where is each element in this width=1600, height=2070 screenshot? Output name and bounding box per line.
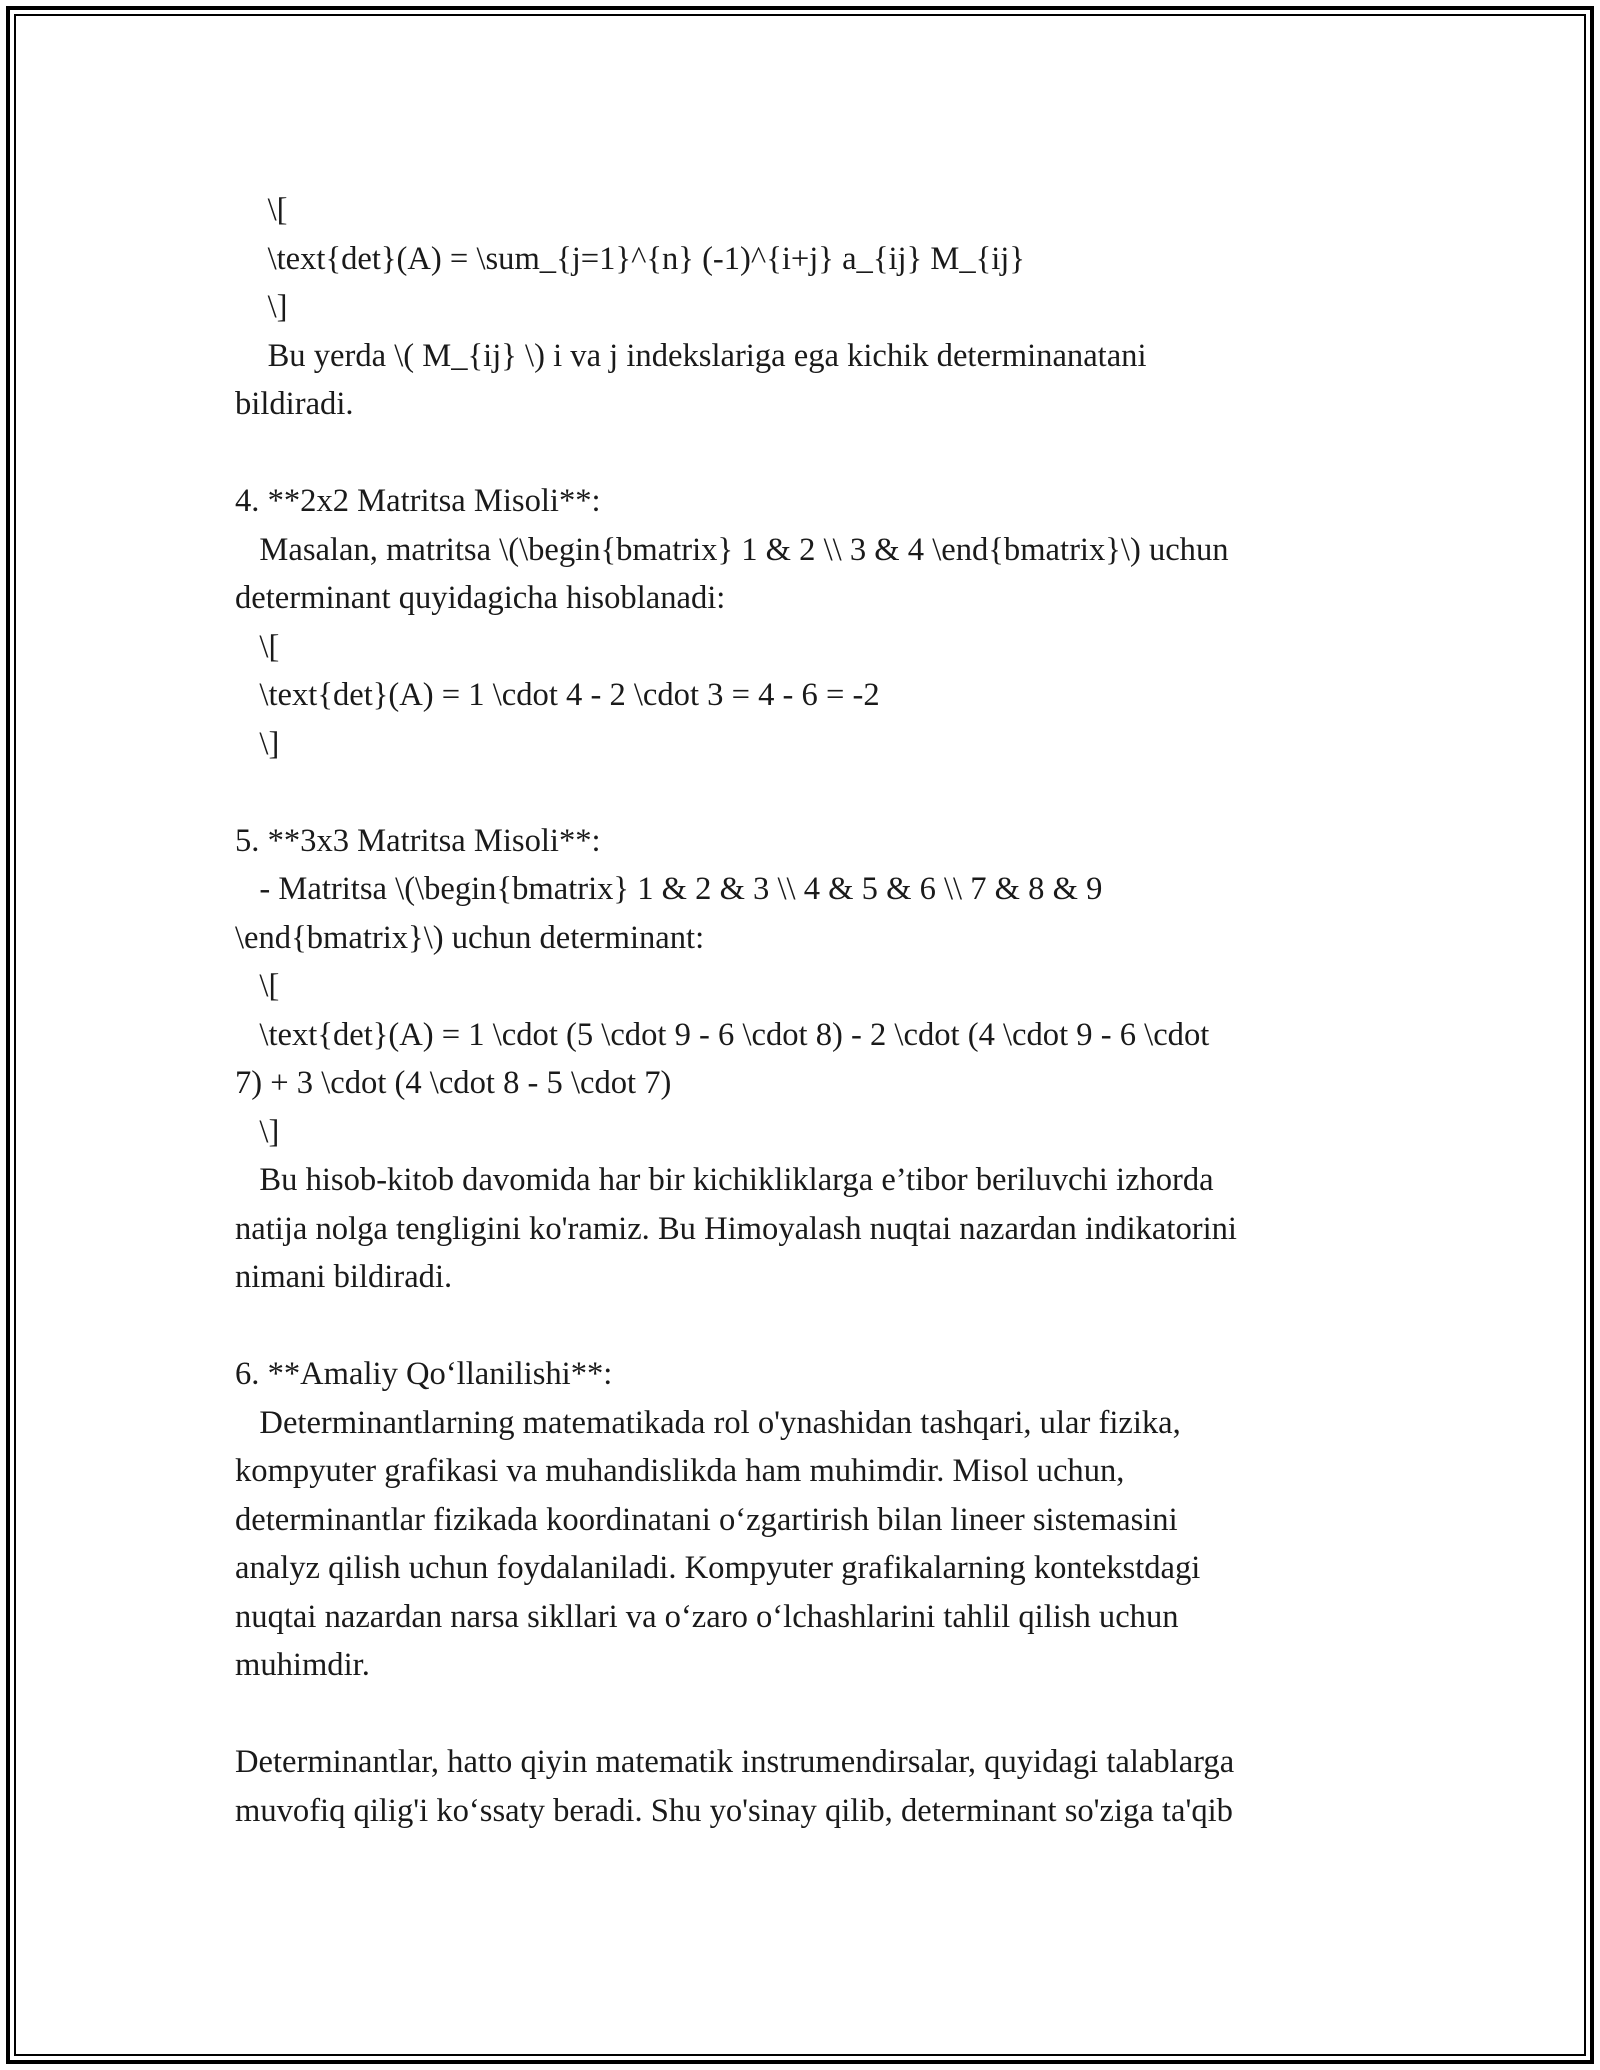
text-line: determinantlar fizikada koordinatani o‘zgartirish bilan lineer sistemasini (235, 1501, 1178, 1538)
blank-line (235, 429, 1375, 478)
text-line: nimani bildiradi. (235, 1259, 453, 1295)
text-line: 7) + 3 \cdot (4 \cdot 8 - 5 \cdot 7) (235, 1065, 672, 1101)
text-line: \] (235, 725, 280, 762)
blank-line (235, 768, 1375, 817)
text-line: Masalan, matritsa \(\begin{bmatrix} 1 & 2 \\ 3 & 4 \end{bmatrix}\) uchun (235, 531, 1229, 568)
text-line: - Matritsa \(\begin{bmatrix} 1 & 2 & 3 \\ 4 & 5 & 6 \\ 7 & 8 & 9 (235, 871, 1103, 907)
blank-line (235, 1302, 1375, 1351)
text-line: \[ (235, 628, 280, 665)
text-line: \] (235, 289, 288, 325)
text-line: \[ (235, 192, 288, 228)
text-line: muvofiq qilig'i ko‘ssaty beradi. Shu yo'sinay qilib, determinant so'ziga ta'qib (235, 1792, 1233, 1829)
text-line: determinant quyidagicha hisoblanadi: (235, 580, 726, 616)
text-line: nuqtai nazardan narsa sikllari va o‘zaro o‘lchashlarini tahlil qilish uchun (235, 1598, 1179, 1635)
text-line: 5. **3x3 Matritsa Misoli**: (235, 822, 601, 859)
text-line: 4. **2x2 Matritsa Misoli**: (235, 483, 601, 519)
text-line: Determinantlar, hatto qiyin matematik instrumendirsalar, quyidagi talablarga (235, 1744, 1235, 1780)
blank-line (235, 1690, 1375, 1739)
text-line: \end{bmatrix}\) uchun determinant: (235, 919, 705, 956)
text-line: Determinantlarning matematikada rol o'ynashidan tashqari, ular fizika, (235, 1404, 1181, 1441)
text-line: natija nolga tengligini ko'ramiz. Bu Himoyalash nuqtai nazardan indikatorini (235, 1210, 1237, 1247)
text-line: \[ (235, 968, 280, 1004)
text-line: Bu hisob-kitob davomida har bir kichikliklarga e’tibor beriluvchi izhorda (235, 1162, 1214, 1198)
text-line: Bu yerda \( M_{ij} \) i va j indekslariga ega kichik determinanatani (235, 337, 1147, 374)
text-line: bildiradi. (235, 386, 354, 422)
text-line: 6. **Amaliy Qo‘llanilishi**: (235, 1356, 613, 1392)
text-line: \text{det}(A) = \sum_{j=1}^{n} (-1)^{i+j} a_{ij} M_{ij} (235, 240, 1025, 277)
text-line: \text{det}(A) = 1 \cdot 4 - 2 \cdot 3 = 4 - 6 = -2 (235, 677, 880, 713)
text-line: \text{det}(A) = 1 \cdot (5 \cdot 9 - 6 \cdot 8) - 2 \cdot (4 \cdot 9 - 6 \cdot (235, 1016, 1210, 1053)
text-line: muhimdir. (235, 1647, 370, 1683)
document-body (235, 186, 1375, 1835)
text-line: analyz qilish uchun foydalaniladi. Kompyuter grafikalarning kontekstdagi (235, 1550, 1201, 1586)
text-line: \] (235, 1113, 280, 1150)
text-line: kompyuter grafikasi va muhandislikda ham muhimdir. Misol uchun, (235, 1453, 1125, 1489)
